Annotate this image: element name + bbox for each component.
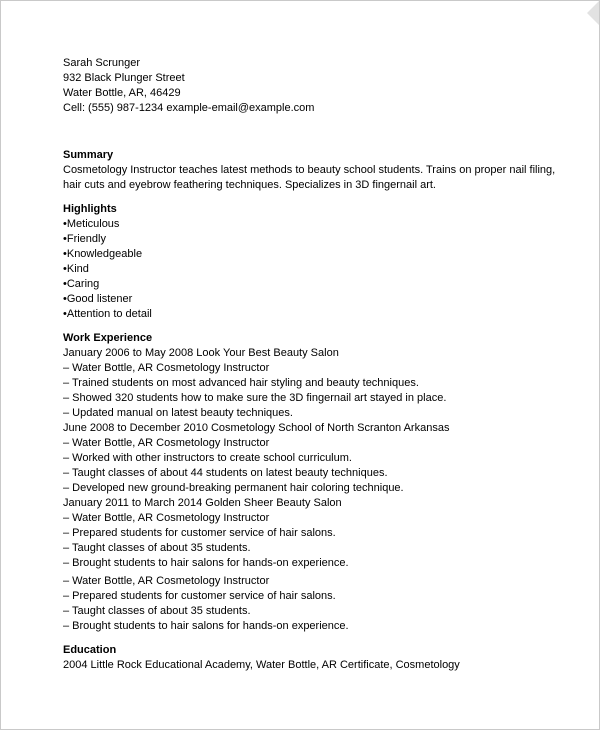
job-detail: – Water Bottle, AR Cosmetology Instructor bbox=[63, 362, 270, 374]
job-detail: – Brought students to hair salons for hands-on experience. bbox=[63, 620, 349, 632]
highlight-item: •Attention to detail bbox=[63, 308, 152, 320]
page-fold-corner bbox=[575, 1, 599, 25]
job-dates-employer: January 2011 to March 2014 Golden Sheer Beauty Salon bbox=[63, 497, 342, 509]
job-detail: – Updated manual on latest beauty techniques. bbox=[63, 407, 293, 419]
education-heading: Education bbox=[63, 644, 117, 656]
job-detail: – Taught classes of about 35 students. bbox=[63, 605, 251, 617]
summary-heading: Summary bbox=[63, 149, 114, 161]
job-detail: – Prepared students for customer service of hair salons. bbox=[63, 590, 336, 602]
highlights-heading: Highlights bbox=[63, 203, 117, 215]
work-experience-heading: Work Experience bbox=[63, 332, 153, 344]
job-detail: – Water Bottle, AR Cosmetology Instructor bbox=[63, 512, 270, 524]
highlight-item: •Caring bbox=[63, 278, 100, 290]
summary-section bbox=[63, 148, 563, 193]
contact-name: Sarah Scrunger bbox=[63, 57, 141, 69]
summary-line: Cosmetology Instructor teaches latest methods to beauty school students. Trains on proper nail filing, bbox=[63, 164, 556, 176]
education-section bbox=[63, 643, 563, 673]
resume-content bbox=[63, 56, 563, 682]
job-detail: – Brought students to hair salons for hands-on experience. bbox=[63, 557, 349, 569]
highlight-item: •Kind bbox=[63, 263, 89, 275]
education-line: 2004 Little Rock Educational Academy, Water Bottle, AR Certificate, Cosmetology bbox=[63, 659, 460, 671]
job-detail: – Taught classes of about 35 students. bbox=[63, 542, 251, 554]
job-dates-employer: January 2006 to May 2008 Look Your Best Beauty Salon bbox=[63, 347, 339, 359]
highlight-item: •Good listener bbox=[63, 293, 133, 305]
contact-city: Water Bottle, AR, 46429 bbox=[63, 87, 181, 99]
contact-phone-email: Cell: (555) 987-1234 example-email@example.com bbox=[63, 102, 315, 114]
job-detail: – Showed 320 students how to make sure the 3D fingernail art stayed in place. bbox=[63, 392, 447, 404]
work-experience-section bbox=[63, 331, 563, 634]
job-detail: – Water Bottle, AR Cosmetology Instructor bbox=[63, 437, 270, 449]
highlight-item: •Knowledgeable bbox=[63, 248, 143, 260]
contact-street: 932 Black Plunger Street bbox=[63, 72, 185, 84]
job-detail: – Worked with other instructors to create school curriculum. bbox=[63, 452, 352, 464]
job-detail: – Developed new ground-breaking permanent hair coloring technique. bbox=[63, 482, 404, 494]
job-detail: – Trained students on most advanced hair styling and beauty techniques. bbox=[63, 377, 419, 389]
highlight-item: •Friendly bbox=[63, 233, 106, 245]
summary-line: hair cuts and eyebrow feathering techniques. Specializes in 3D fingernail art. bbox=[63, 179, 436, 191]
contact-block bbox=[63, 56, 563, 116]
job-detail: – Taught classes of about 44 students on latest beauty techniques. bbox=[63, 467, 388, 479]
job-detail: – Water Bottle, AR Cosmetology Instructor bbox=[63, 575, 270, 587]
job-dates-employer: June 2008 to December 2010 Cosmetology School of North Scranton Arkansas bbox=[63, 422, 450, 434]
highlights-section bbox=[63, 202, 563, 322]
job-detail: – Prepared students for customer service of hair salons. bbox=[63, 527, 336, 539]
highlight-item: •Meticulous bbox=[63, 218, 120, 230]
